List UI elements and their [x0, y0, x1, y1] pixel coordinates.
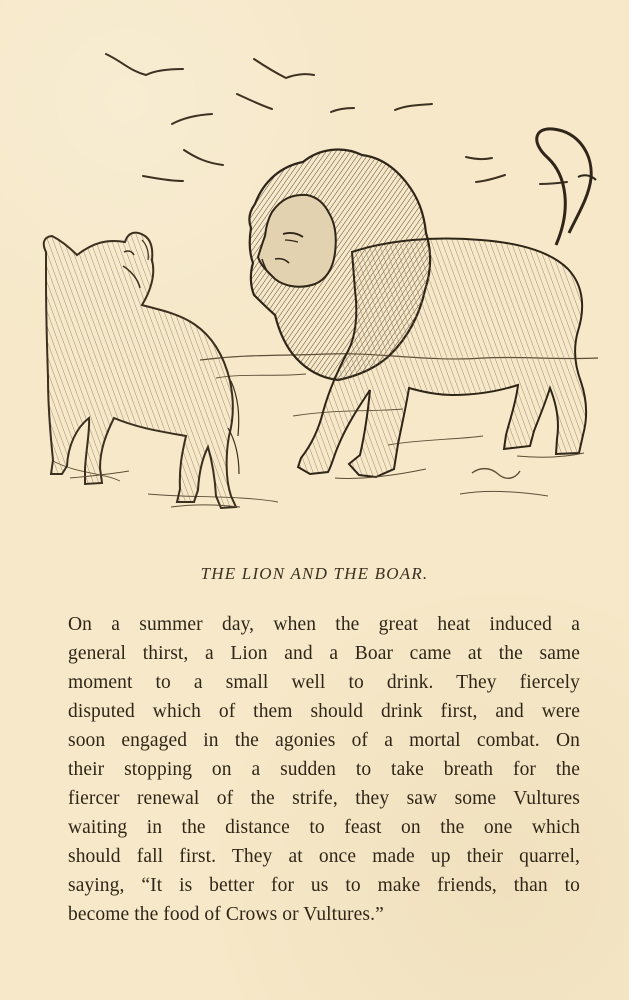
vulture-3	[172, 114, 212, 124]
artist-monogram	[472, 469, 520, 479]
text-line-11: become the food of Crows or Vultures.”	[68, 904, 384, 925]
vulture-5	[237, 94, 272, 109]
text-line-5: soon engaged in the agonies of a mortal combat. On	[68, 730, 580, 751]
fable-text	[68, 610, 580, 929]
vulture-9	[476, 175, 505, 182]
vulture-11	[331, 108, 354, 112]
text-line-9: should fall first. They at once made up their quarrel,	[68, 846, 580, 867]
lion-tail	[537, 129, 591, 245]
engraving-svg	[28, 26, 612, 526]
vulture-1	[106, 54, 183, 75]
text-line-10: saying, “It is better for us to make friends, than to	[68, 875, 580, 896]
lion-and-boar-illustration	[28, 26, 612, 526]
text-line-8: waiting in the distance to feast on the one which	[68, 817, 580, 838]
vulture-7	[143, 176, 183, 181]
vulture-6	[395, 104, 432, 110]
fable-title: THE LION AND THE BOAR.	[200, 564, 429, 583]
vulture-2	[254, 59, 314, 78]
vulture-4	[184, 150, 223, 165]
text-line-2: general thirst, a Lion and a Boar came at the same	[68, 643, 580, 664]
text-line-3: moment to a small well to drink. They fiercely	[68, 672, 580, 693]
text-line-7: fiercer renewal of the strife, they saw some Vultures	[68, 788, 580, 809]
text-line-4: disputed which of them should drink first, and were	[68, 701, 580, 722]
lion-figure	[249, 129, 596, 477]
vulture-8	[466, 157, 492, 159]
boar-figure	[44, 233, 239, 508]
text-line-1: On a summer day, when the great heat induced a	[68, 614, 580, 635]
text-line-6: their stopping on a sudden to take breath for the	[68, 759, 580, 780]
